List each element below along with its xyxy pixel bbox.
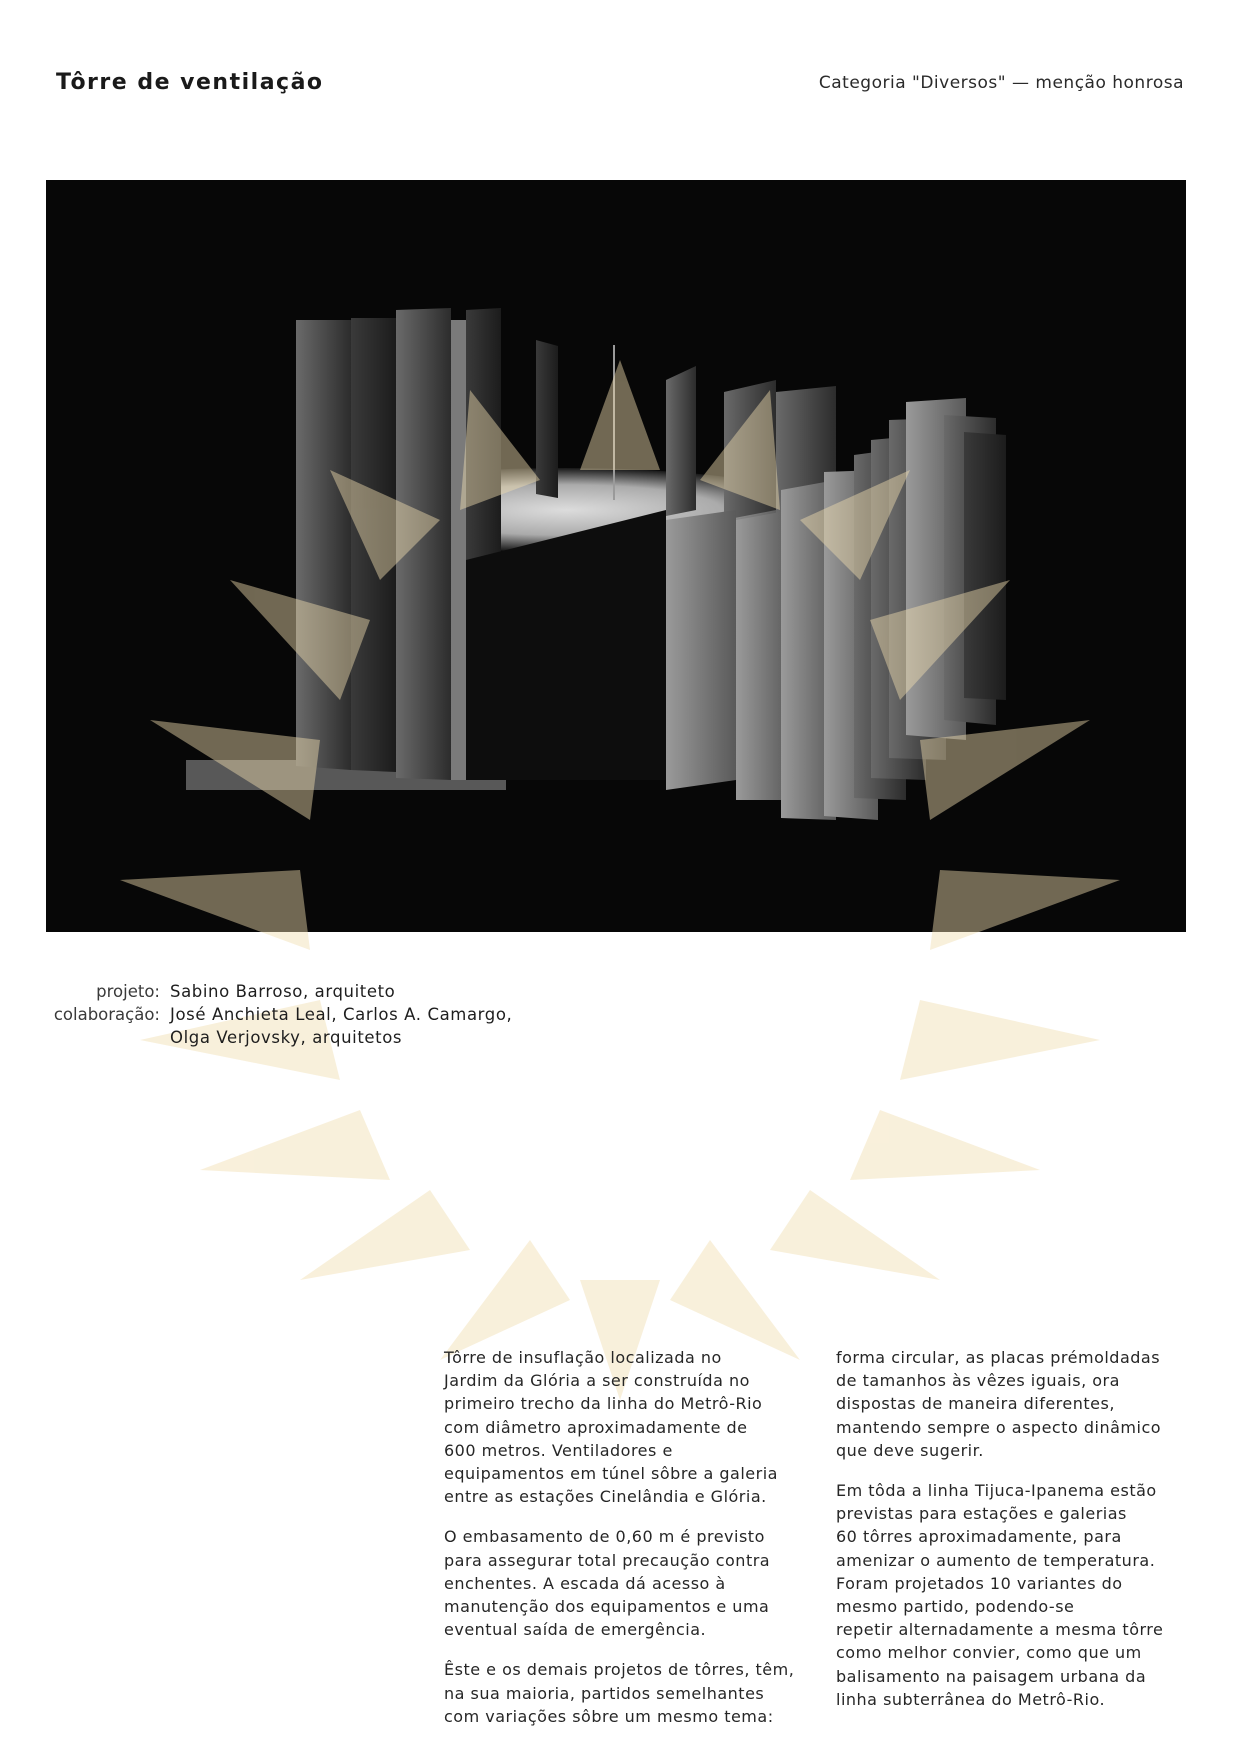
- credit-row-projeto: [40, 980, 512, 1003]
- credits-block: [40, 980, 512, 1049]
- paragraph: Em tôda a linha Tijuca-Ipanema estão previstas para estações e galerias 60 tôrres aproximadamente, para amenizar o aumento de temperatura. Foram projetados 10 variantes do mesmo partido, podendo-se repetir alternadamente a mesma tôrre como melhor convier, como que um balisamento na paisagem urbana da linha subterrânea do Metrô-Rio.: [836, 1481, 1164, 1709]
- category-label: Categoria "Diversos" — menção honrosa: [818, 73, 1184, 93]
- credit-value: Sabino Barroso, arquiteto: [170, 982, 396, 1001]
- paragraph: Êste e os demais projetos de tôrres, têm, na sua maioria, partidos semelhantes com variações sôbre um mesmo tema:: [444, 1660, 795, 1726]
- body-column-right: [836, 1346, 1196, 1728]
- tower-model-illustration: [46, 180, 1186, 932]
- paragraph: forma circular, as placas prémoldadas de tamanhos às vêzes iguais, ora dispostas de maneira diferentes, mantendo sempre o aspecto dinâmico que deve sugerir.: [836, 1348, 1162, 1460]
- architectural-model-photo: [46, 180, 1186, 932]
- credit-label: colaboração:: [53, 1005, 160, 1024]
- credit-label: projeto:: [96, 982, 160, 1001]
- credit-value: José Anchieta Leal, Carlos A. Camargo, Olga Verjovsky, arquitetos: [170, 1005, 513, 1047]
- paragraph: O embasamento de 0,60 m é previsto para assegurar total precaução contra enchentes. A escada dá acesso à manutenção dos equipamentos e uma eventual saída de emergência.: [444, 1527, 771, 1640]
- page-title: Tôrre de ventilação: [56, 70, 324, 95]
- body-column-left: [444, 1346, 804, 1745]
- credit-row-colaboracao: [40, 1003, 512, 1049]
- paragraph: Tôrre de insuflação localizada no Jardim da Glória a ser construída no primeiro trecho da linha do Metrô-Rio com diâmetro aproximadamente de 600 metros. Ventiladores e equipamentos em túnel sôbre a galeria entre as estações Cinelândia e Glória.: [444, 1348, 778, 1507]
